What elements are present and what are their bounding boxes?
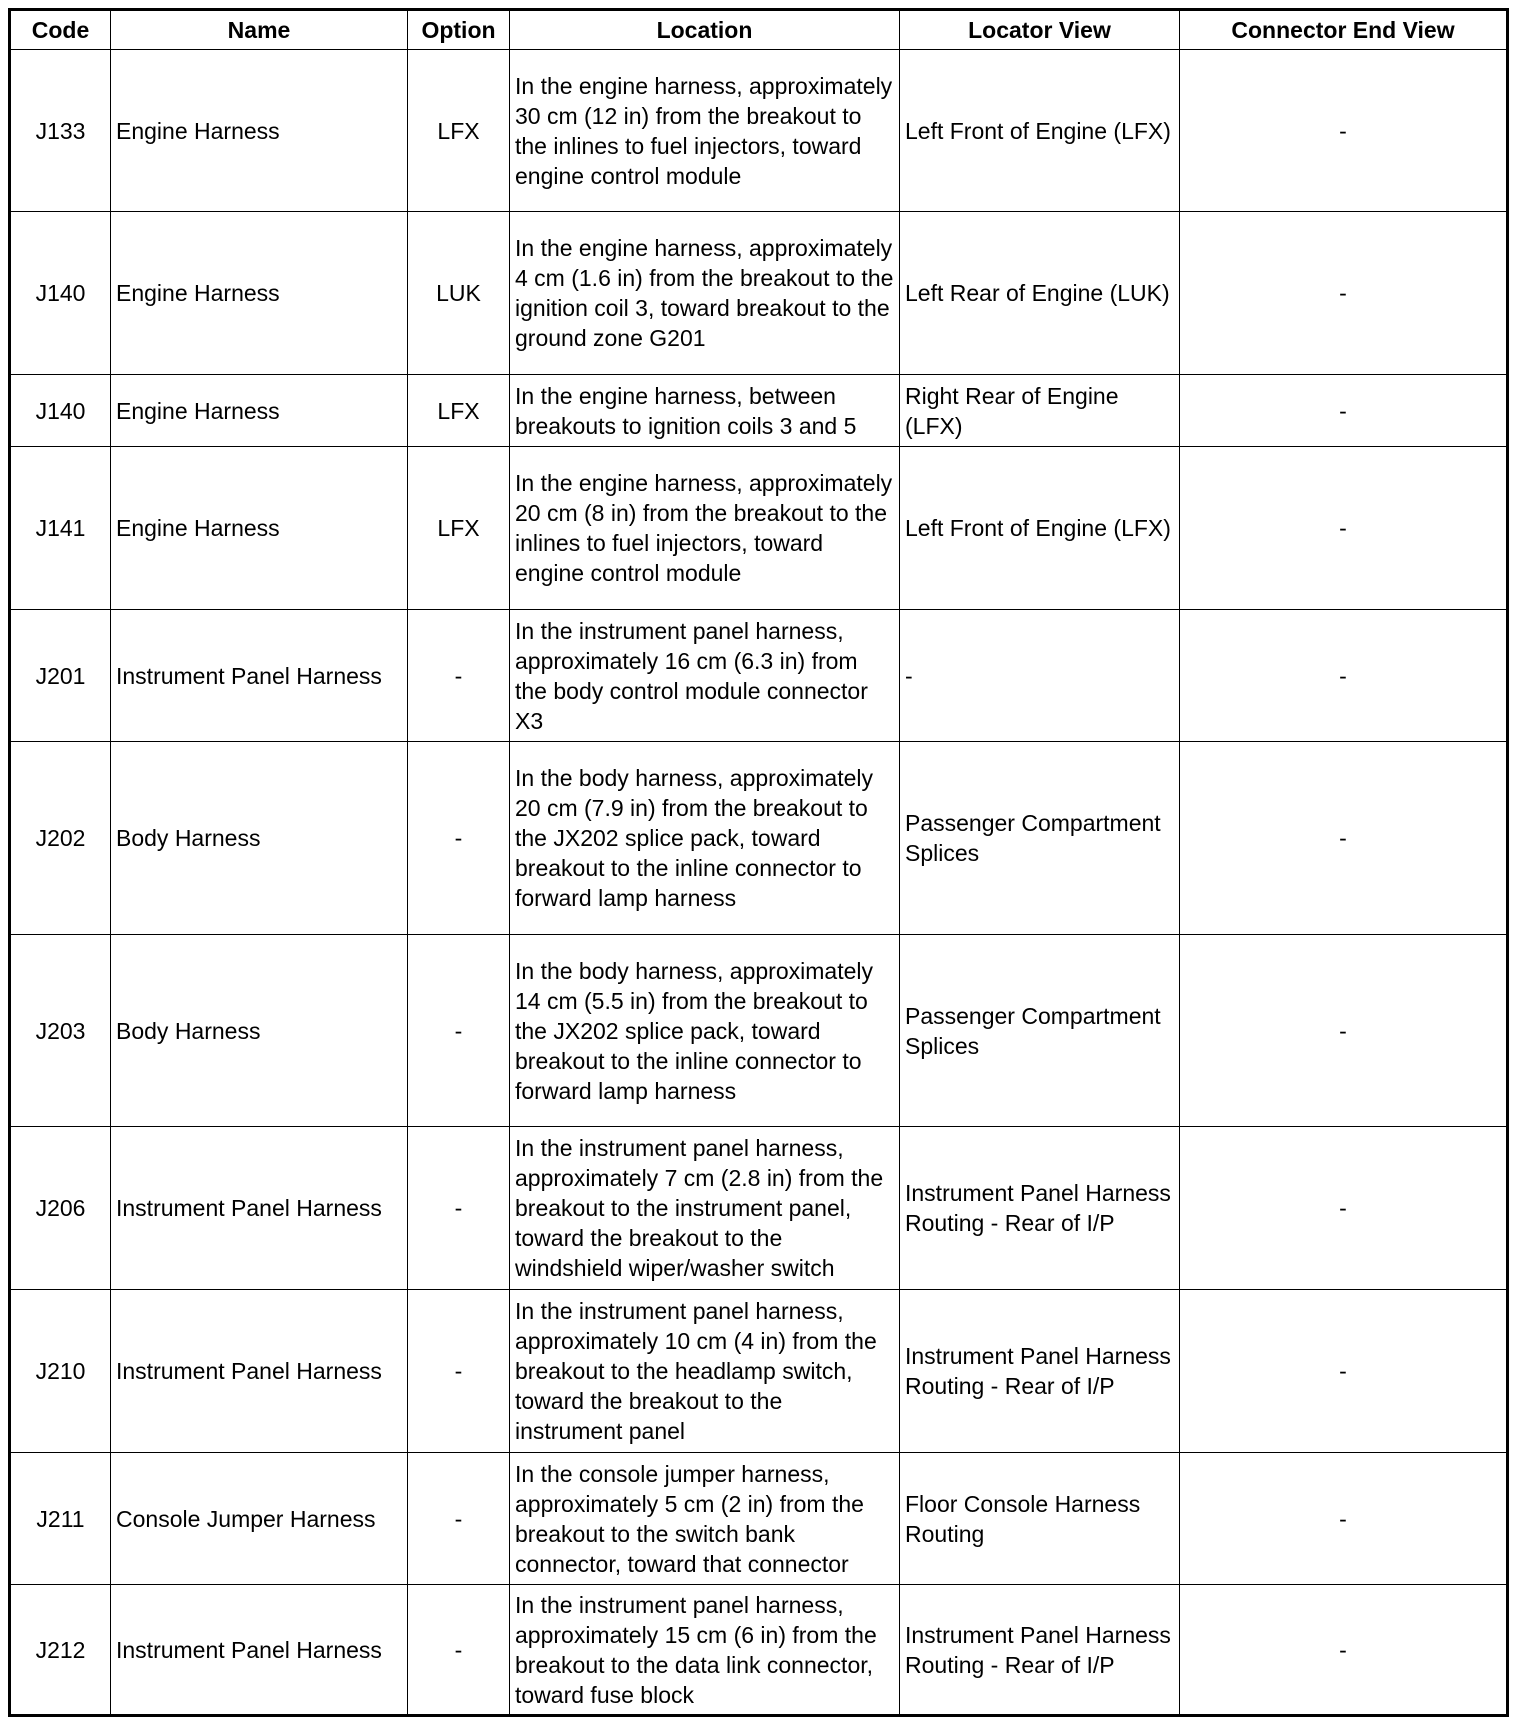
- cell-code: J203: [10, 935, 111, 1127]
- cell-end-view: -: [1180, 1127, 1508, 1290]
- cell-location: In the body harness, approximately 20 cm (7.9 in) from the breakout to the JX202 splice pack, toward breakout to the inline connector to forward lamp harness: [510, 742, 900, 935]
- cell-option: -: [408, 1453, 510, 1585]
- cell-location: In the console jumper harness, approximately 5 cm (2 in) from the breakout to the switch bank connector, toward that connector: [510, 1453, 900, 1585]
- cell-code: J211: [10, 1453, 111, 1585]
- cell-code: J140: [10, 212, 111, 375]
- cell-option: LFX: [408, 447, 510, 610]
- table-row: [10, 1290, 1508, 1453]
- table-row: [10, 935, 1508, 1127]
- header-locator-view: Locator View: [900, 10, 1180, 50]
- cell-option: LFX: [408, 375, 510, 447]
- cell-locator: -: [900, 610, 1180, 742]
- cell-end-view: -: [1180, 50, 1508, 212]
- cell-location: In the engine harness, between breakouts to ignition coils 3 and 5: [510, 375, 900, 447]
- cell-locator: Passenger Compartment Splices: [900, 742, 1180, 935]
- table-row: [10, 742, 1508, 935]
- table-row: [10, 447, 1508, 610]
- cell-code: J141: [10, 447, 111, 610]
- cell-end-view: -: [1180, 742, 1508, 935]
- cell-option: -: [408, 935, 510, 1127]
- cell-end-view: -: [1180, 935, 1508, 1127]
- cell-name: Body Harness: [111, 742, 408, 935]
- cell-name: Instrument Panel Harness: [111, 1290, 408, 1453]
- header-row: [10, 10, 1508, 50]
- cell-location: In the engine harness, approximately 4 cm (1.6 in) from the breakout to the ignition coil 3, toward breakout to the ground zone G201: [510, 212, 900, 375]
- cell-code: J212: [10, 1585, 111, 1716]
- connector-table: [8, 8, 1509, 1717]
- cell-end-view: -: [1180, 1585, 1508, 1716]
- table-row: [10, 610, 1508, 742]
- cell-name: Body Harness: [111, 935, 408, 1127]
- cell-locator: Instrument Panel Harness Routing - Rear of I/P: [900, 1290, 1180, 1453]
- cell-locator: Left Front of Engine (LFX): [900, 50, 1180, 212]
- cell-option: -: [408, 742, 510, 935]
- cell-option: -: [408, 1585, 510, 1716]
- cell-name: Engine Harness: [111, 447, 408, 610]
- header-name: Name: [111, 10, 408, 50]
- cell-location: In the engine harness, approximately 30 cm (12 in) from the breakout to the inlines to fuel injectors, toward engine control module: [510, 50, 900, 212]
- cell-location: In the instrument panel harness, approximately 15 cm (6 in) from the breakout to the data link connector, toward fuse block: [510, 1585, 900, 1716]
- cell-location: In the instrument panel harness, approximately 10 cm (4 in) from the breakout to the headlamp switch, toward the breakout to the instrument panel: [510, 1290, 900, 1453]
- cell-locator: Left Front of Engine (LFX): [900, 447, 1180, 610]
- header-code: Code: [10, 10, 111, 50]
- cell-location: In the instrument panel harness, approximately 7 cm (2.8 in) from the breakout to the instrument panel, toward the breakout to the windshield wiper/washer switch: [510, 1127, 900, 1290]
- cell-code: J210: [10, 1290, 111, 1453]
- header-location: Location: [510, 10, 900, 50]
- cell-name: Console Jumper Harness: [111, 1453, 408, 1585]
- cell-option: LFX: [408, 50, 510, 212]
- cell-location: In the engine harness, approximately 20 cm (8 in) from the breakout to the inlines to fuel injectors, toward engine control module: [510, 447, 900, 610]
- cell-locator: Instrument Panel Harness Routing - Rear of I/P: [900, 1585, 1180, 1716]
- table-row: [10, 375, 1508, 447]
- cell-name: Instrument Panel Harness: [111, 1127, 408, 1290]
- cell-locator: Passenger Compartment Splices: [900, 935, 1180, 1127]
- cell-option: -: [408, 1290, 510, 1453]
- cell-option: -: [408, 610, 510, 742]
- cell-locator: Right Rear of Engine (LFX): [900, 375, 1180, 447]
- cell-end-view: -: [1180, 375, 1508, 447]
- cell-end-view: -: [1180, 610, 1508, 742]
- cell-end-view: -: [1180, 212, 1508, 375]
- cell-code: J133: [10, 50, 111, 212]
- cell-location: In the body harness, approximately 14 cm (5.5 in) from the breakout to the JX202 splice pack, toward breakout to the inline connector to forward lamp harness: [510, 935, 900, 1127]
- table-row: [10, 212, 1508, 375]
- cell-end-view: -: [1180, 1453, 1508, 1585]
- header-option: Option: [408, 10, 510, 50]
- cell-name: Engine Harness: [111, 212, 408, 375]
- cell-option: -: [408, 1127, 510, 1290]
- cell-locator: Left Rear of Engine (LUK): [900, 212, 1180, 375]
- cell-name: Engine Harness: [111, 50, 408, 212]
- cell-code: J140: [10, 375, 111, 447]
- cell-code: J201: [10, 610, 111, 742]
- cell-option: LUK: [408, 212, 510, 375]
- cell-name: Instrument Panel Harness: [111, 610, 408, 742]
- cell-end-view: -: [1180, 1290, 1508, 1453]
- table-row: [10, 50, 1508, 212]
- cell-name: Instrument Panel Harness: [111, 1585, 408, 1716]
- table-row: [10, 1127, 1508, 1290]
- cell-name: Engine Harness: [111, 375, 408, 447]
- header-connector-end-view: Connector End View: [1180, 10, 1508, 50]
- cell-locator: Instrument Panel Harness Routing - Rear of I/P: [900, 1127, 1180, 1290]
- cell-code: J202: [10, 742, 111, 935]
- cell-code: J206: [10, 1127, 111, 1290]
- cell-location: In the instrument panel harness, approximately 16 cm (6.3 in) from the body control module connector X3: [510, 610, 900, 742]
- cell-locator: Floor Console Harness Routing: [900, 1453, 1180, 1585]
- cell-end-view: -: [1180, 447, 1508, 610]
- table-row: [10, 1585, 1508, 1716]
- table-row: [10, 1453, 1508, 1585]
